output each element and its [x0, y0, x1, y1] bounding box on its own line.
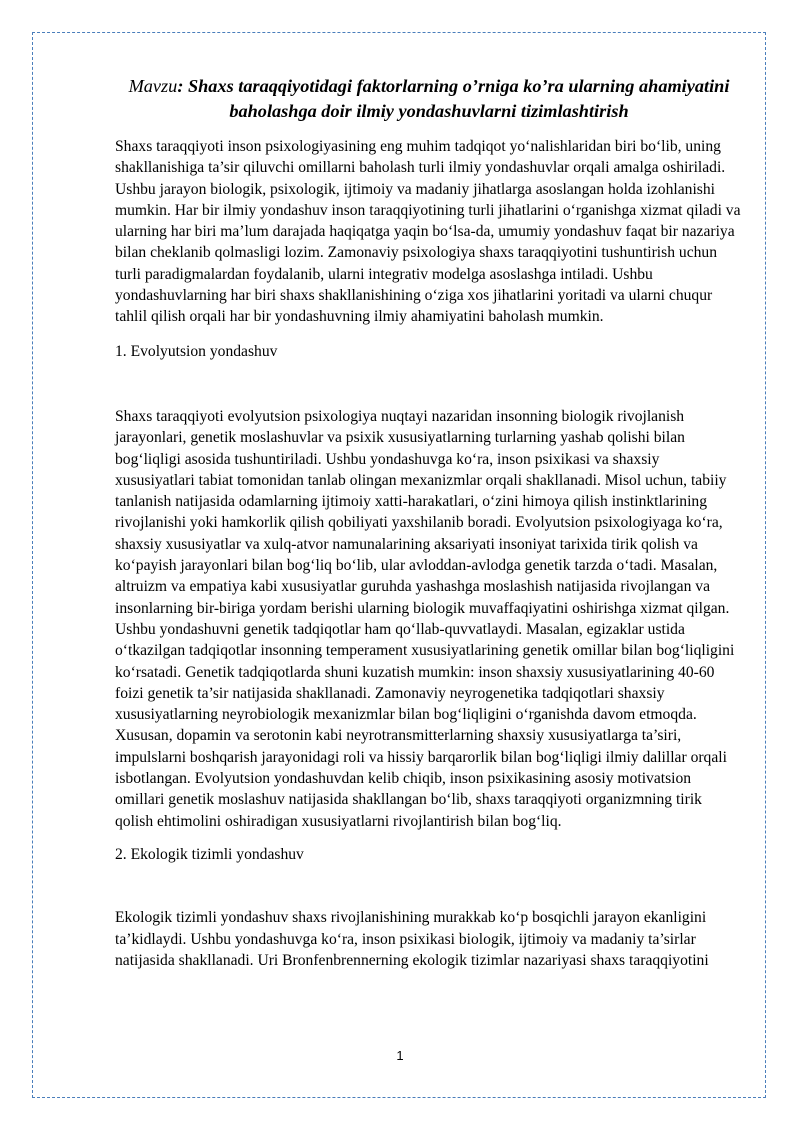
title-text: : Shaxs taraqqiyotidagi faktorlarning o’rniga ko’ra ularning ahamiyatini baholashga doir ilmiy yondashuvlarni tizimlashtirish	[177, 76, 730, 121]
title-lead: Mavzu	[128, 76, 178, 96]
intro-paragraph: Shaxs taraqqiyoti inson psixologiyasining eng muhim tadqiqot yo‘nalishlaridan biri bo‘lib, uning shakllanishiga ta’sir qiluvchi omillarni baholash turli ilmiy yondashuvlar orqali amalga oshiriladi. Ushbu jarayon biologik, psixologik, ijtimoiy va madaniy jihatlarga asoslangan holda izohlanishi mumkin. Har bir ilmiy yondashuv inson taraqqiyotining turli jihatlarini o‘rganishga xizmat qiladi va ularning har biri ma’lum darajada haqiqatga yaqin bo‘lsa-da, umumiy yondashuv faqat bir nazariya bilan cheklanib qolmasligi lozim. Zamonaviy psixologiya shaxs taraqqiyotini tushuntirish uchun turli paradigmalardan foydalanib, ularni integrativ modelga asoslashga intiladi. Ushbu yondashuvlarning har biri shaxs shakllanishining o‘ziga xos jihatlarini yoritadi va ularni chuqur tahlil qilish orqali har bir yondashuvning ilmiy ahamiyatini baholash mumkin.	[115, 138, 741, 326]
page-number: 1	[396, 1048, 404, 1063]
section-body-evolutionary: Shaxs taraqqiyoti evolyutsion psixologiya nuqtayi nazaridan insonning biologik rivojlanish jarayonlari, genetik moslashuvlar va psixik xususiyatlarning turlarning yashab qolishi bilan bog‘liqligi asosida tushuntiriladi. Ushbu yondashuvga ko‘ra, inson psixikasi va shaxsiy xususiyatlari tabiat tomonidan tanlab olingan mexanizmlar orqali shakllanadi. Misol uchun, tabiiy tanlanish natijasida odamlarning ijtimoiy xatti-harakatlari, o‘zini himoya qilish instinktlarining rivojlanishi yoki hamkorlik qilish qobiliyati yaxshilanib boradi. Evolyutsion psixologiyaga ko‘ra, shaxsiy xususiyatlar va xulq-atvor namunalarining aksariyati insoniyat tarixida tirik qolish va ko‘payish jarayonlari bilan bog‘liq bo‘lib, ular avloddan-avlodga genetik tarzda o‘tadi. Masalan, altruizm va empatiya kabi xususiyatlar guruhda yashashga moslashish natijasida rivojlangan va insonlarning bir-biriga yordam berishi ularning biologik muvaffaqiyatini oshirishga xizmat qilgan. Ushbu yondashuvni genetik tadqiqotlar ham qo‘llab-quvvatlaydi. Masalan, egizaklar ustida o‘tkazilgan tadqiqotlar insonning temperament xususiyatlarining genetik omillar bilan bog‘liqligini ko‘rsatadi. Genetik tadqiqotlarda shuni kuzatish mumkin: inson shaxsiy xususiyatlarining 40-60 foizi genetik ta’sir natijasida shakllanadi. Zamonaviy neyrogenetika tadqiqotlari shaxsiy xususiyatlarning neyrobiologik mexanizmlar bilan bog‘liqligini o‘rganishda davom etmoqda. Xususan, dopamin va serotonin kabi neyrotransmitterlarning shaxsiy xususiyatlarga ta’siri, impulslarni boshqarish jarayonidagi roli va hissiy barqarorlik bilan bog‘liqligi ilmiy dalillar orqali isbotlangan. Evolyutsion yondashuvdan kelib chiqib, inson psixikasining asosiy motivatsion omillari genetik moslashuv natijasida shakllangan bo‘lib, shaxs taraqqiyoti organizmning tirik qolish ehtimolini oshiradigan xususiyatlarni rivojlantirish bilan bog‘liq.	[115, 407, 735, 830]
section-body-ecological: Ekologik tizimli yondashuv shaxs rivojlanishining murakkab ko‘p bosqichli jarayon ekanligini ta’kidlaydi. Ushbu yondashuvga ko‘ra, inson psixikasi biologik, ijtimoiy va madaniy ta’sirlar natijasida shakllanadi. Uri Bronfenbrennerning ekologik tizimlar nazariyasi shaxs taraqqiyotini	[115, 909, 709, 969]
section-heading-ecological: 2. Ekologik tizimli yondashuv	[115, 845, 304, 863]
document-title	[115, 74, 743, 124]
section-heading-evolutionary: 1. Evolyutsion yondashuv	[115, 342, 278, 360]
document-body	[115, 74, 743, 971]
